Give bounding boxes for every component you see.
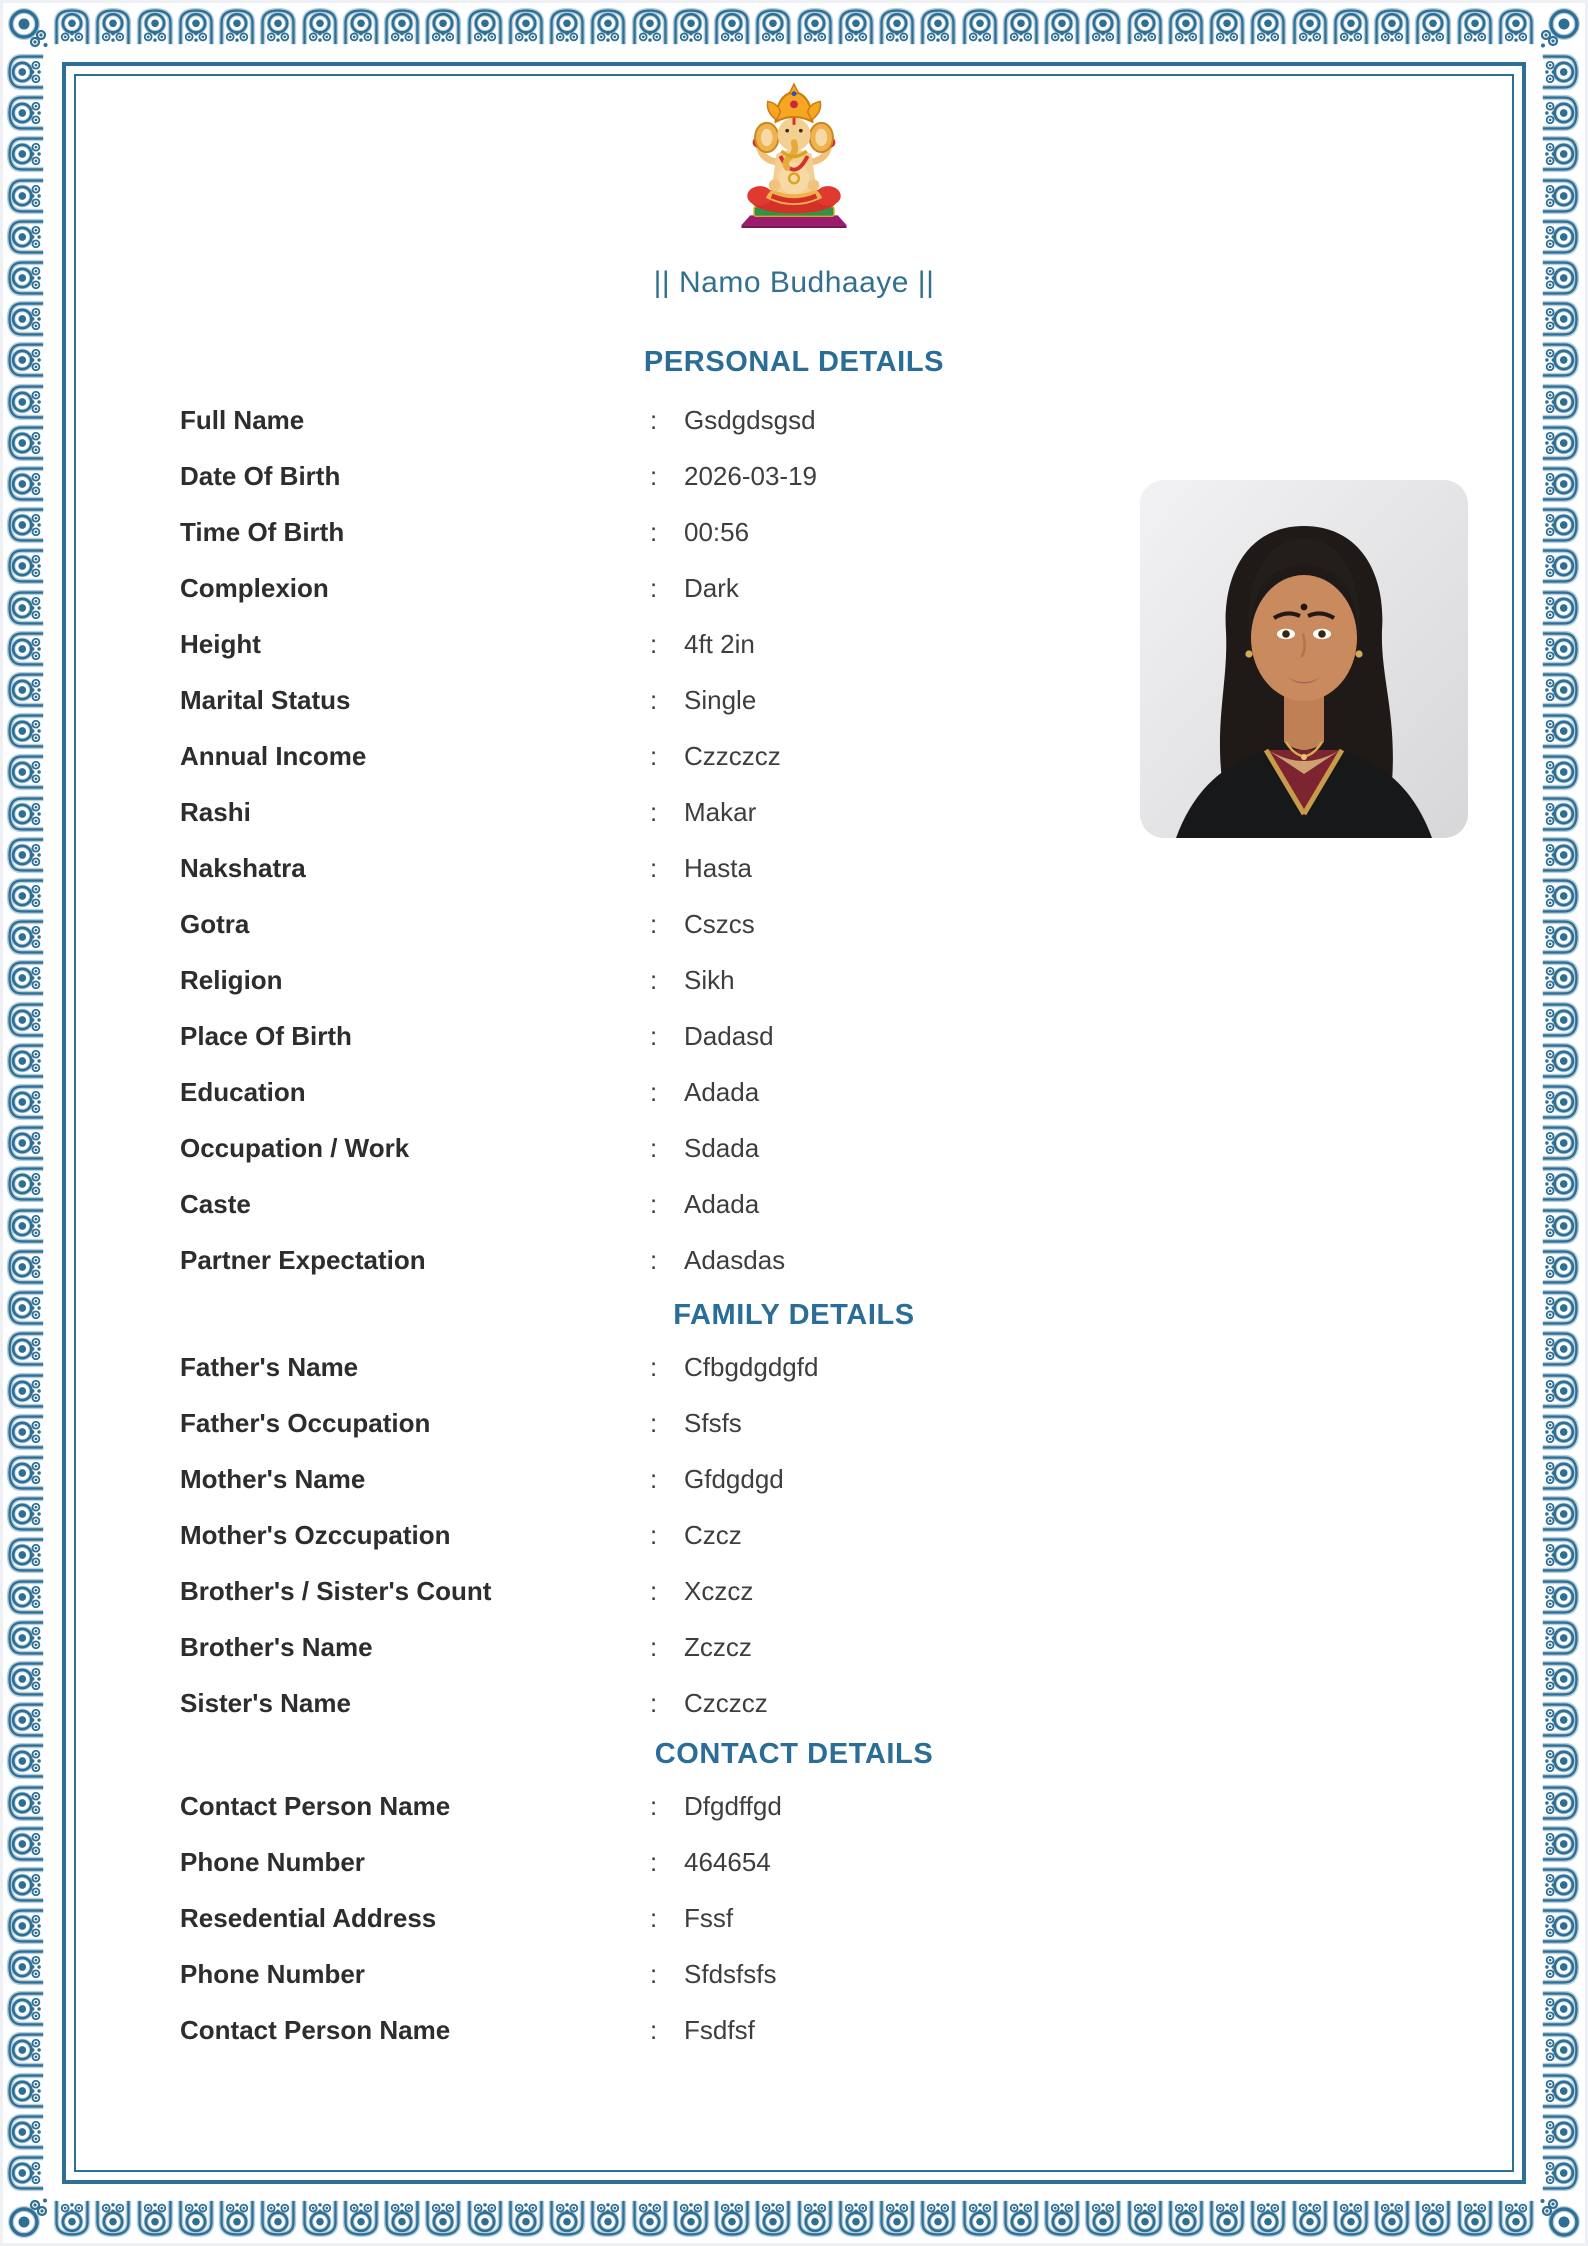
field-value: Adada	[684, 1077, 760, 1108]
contact-field-row	[84, 1891, 1504, 1947]
field-label: Place Of Birth	[180, 1021, 352, 1052]
colon-separator: :	[650, 461, 658, 492]
section-title-contact: CONTACT DETAILS	[654, 1738, 934, 1770]
field-label: Marital Status	[180, 685, 351, 716]
colon-separator: :	[650, 1133, 658, 1164]
field-value: Sfdsfsfs	[684, 1959, 777, 1990]
colon-separator: :	[650, 1189, 658, 1220]
personal-field-row	[84, 1065, 1504, 1121]
colon-separator: :	[650, 517, 658, 548]
biodata-content	[84, 80, 1504, 2166]
blessing-title: || Namo Budhaaye ||	[653, 266, 935, 299]
field-value: 4ft 2in	[684, 629, 755, 660]
colon-separator: :	[650, 573, 658, 604]
personal-field-row	[84, 1233, 1504, 1289]
colon-separator: :	[650, 2015, 658, 2046]
field-value: Cfbgdgdgfd	[684, 1352, 819, 1383]
colon-separator: :	[650, 1021, 658, 1052]
contact-fields-list	[84, 1779, 1504, 2059]
field-value: Dfgdffgd	[684, 1791, 782, 1822]
field-value: Adasdas	[684, 1245, 786, 1276]
field-label: Rashi	[180, 797, 251, 828]
personal-field-row	[84, 1009, 1504, 1065]
colon-separator: :	[650, 1576, 658, 1607]
family-field-row	[84, 1620, 1504, 1676]
field-label: Gotra	[180, 909, 250, 940]
family-field-row	[84, 1676, 1504, 1732]
field-label: Complexion	[180, 573, 329, 604]
field-value: Dark	[684, 573, 739, 604]
field-value: Sikh	[684, 965, 735, 996]
family-field-row	[84, 1508, 1504, 1564]
colon-separator: :	[650, 797, 658, 828]
personal-field-row	[84, 393, 1504, 449]
decorative-border-top	[52, 6, 1536, 48]
field-value: Makar	[684, 797, 757, 828]
colon-separator: :	[650, 685, 658, 716]
field-label: Caste	[180, 1189, 251, 1220]
field-label: Annual Income	[180, 741, 367, 772]
colon-separator: :	[650, 1847, 658, 1878]
field-label: Partner Expectation	[180, 1245, 426, 1276]
family-fields-list	[84, 1340, 1504, 1732]
field-label: Mother's Ozccupation	[180, 1520, 451, 1551]
field-value: Xczcz	[684, 1576, 754, 1607]
border-corner-top-right-icon	[1537, 5, 1583, 51]
decorative-border-left	[5, 52, 47, 2194]
field-value: 2026-03-19	[684, 461, 817, 492]
field-label: Full Name	[180, 405, 305, 436]
field-value: Sfsfs	[684, 1408, 742, 1439]
contact-field-row	[84, 1835, 1504, 1891]
field-label: Sister's Name	[180, 1688, 351, 1719]
field-label: Time Of Birth	[180, 517, 345, 548]
field-label: Occupation / Work	[180, 1133, 410, 1164]
colon-separator: :	[650, 909, 658, 940]
section-title-family: FAMILY DETAILS	[673, 1299, 915, 1331]
field-value: Gfdgdgd	[684, 1464, 784, 1495]
decorative-border-bottom	[52, 2199, 1536, 2241]
field-value: Zczcz	[684, 1632, 752, 1663]
section-title-personal: PERSONAL DETAILS	[643, 346, 945, 378]
field-value: Gsdgdsgsd	[684, 405, 816, 436]
profile-photo	[1140, 480, 1468, 838]
field-value: Adada	[684, 1189, 760, 1220]
colon-separator: :	[650, 1408, 658, 1439]
field-label: Date Of Birth	[180, 461, 341, 492]
colon-separator: :	[650, 1352, 658, 1383]
colon-separator: :	[650, 405, 658, 436]
field-value: 00:56	[684, 517, 750, 548]
field-label: Brother's Name	[180, 1632, 373, 1663]
colon-separator: :	[650, 853, 658, 884]
field-value: Sdada	[684, 1133, 760, 1164]
field-value: 464654	[684, 1847, 771, 1878]
colon-separator: :	[650, 629, 658, 660]
colon-separator: :	[650, 1791, 658, 1822]
decorative-border-right	[1541, 52, 1583, 2194]
field-label: Brother's / Sister's Count	[180, 1576, 492, 1607]
personal-field-row	[84, 1177, 1504, 1233]
family-field-row	[84, 1396, 1504, 1452]
field-label: Contact Person Name	[180, 1791, 451, 1822]
field-value: Czzczcz	[684, 741, 781, 772]
field-label: Contact Person Name	[180, 2015, 451, 2046]
colon-separator: :	[650, 1632, 658, 1663]
section-contact	[84, 1738, 1504, 2059]
field-label: Father's Name	[180, 1352, 359, 1383]
colon-separator: :	[650, 1245, 658, 1276]
family-field-row	[84, 1452, 1504, 1508]
colon-separator: :	[650, 1688, 658, 1719]
field-value: Fsdfsf	[684, 2015, 755, 2046]
field-label: Phone Number	[180, 1847, 365, 1878]
field-label: Resedential Address	[180, 1903, 437, 1934]
border-corner-bottom-right-icon	[1537, 2195, 1583, 2241]
border-corner-top-left-icon	[5, 5, 51, 51]
section-family	[84, 1299, 1504, 1732]
field-label: Nakshatra	[180, 853, 306, 884]
colon-separator: :	[650, 1464, 658, 1495]
personal-field-row	[84, 953, 1504, 1009]
field-label: Education	[180, 1077, 306, 1108]
contact-field-row	[84, 1947, 1504, 2003]
family-field-row	[84, 1564, 1504, 1620]
colon-separator: :	[650, 1903, 658, 1934]
personal-field-row	[84, 1121, 1504, 1177]
field-value: Czcz	[684, 1520, 742, 1551]
field-value: Dadasd	[684, 1021, 774, 1052]
ganesha-idol-icon	[719, 82, 869, 228]
family-field-row	[84, 1340, 1504, 1396]
field-label: Phone Number	[180, 1959, 365, 1990]
colon-separator: :	[650, 1077, 658, 1108]
field-value: Hasta	[684, 853, 752, 884]
field-value: Cszcs	[684, 909, 755, 940]
personal-field-row	[84, 841, 1504, 897]
contact-field-row	[84, 2003, 1504, 2059]
contact-field-row	[84, 1779, 1504, 1835]
personal-field-row	[84, 897, 1504, 953]
field-value: Fssf	[684, 1903, 734, 1934]
field-value: Single	[684, 685, 757, 716]
field-value: Czczcz	[684, 1688, 768, 1719]
field-label: Father's Occupation	[180, 1408, 431, 1439]
field-label: Mother's Name	[180, 1464, 366, 1495]
colon-separator: :	[650, 965, 658, 996]
field-label: Religion	[180, 965, 283, 996]
colon-separator: :	[650, 741, 658, 772]
colon-separator: :	[650, 1959, 658, 1990]
border-corner-bottom-left-icon	[5, 2195, 51, 2241]
colon-separator: :	[650, 1520, 658, 1551]
field-label: Height	[180, 629, 261, 660]
